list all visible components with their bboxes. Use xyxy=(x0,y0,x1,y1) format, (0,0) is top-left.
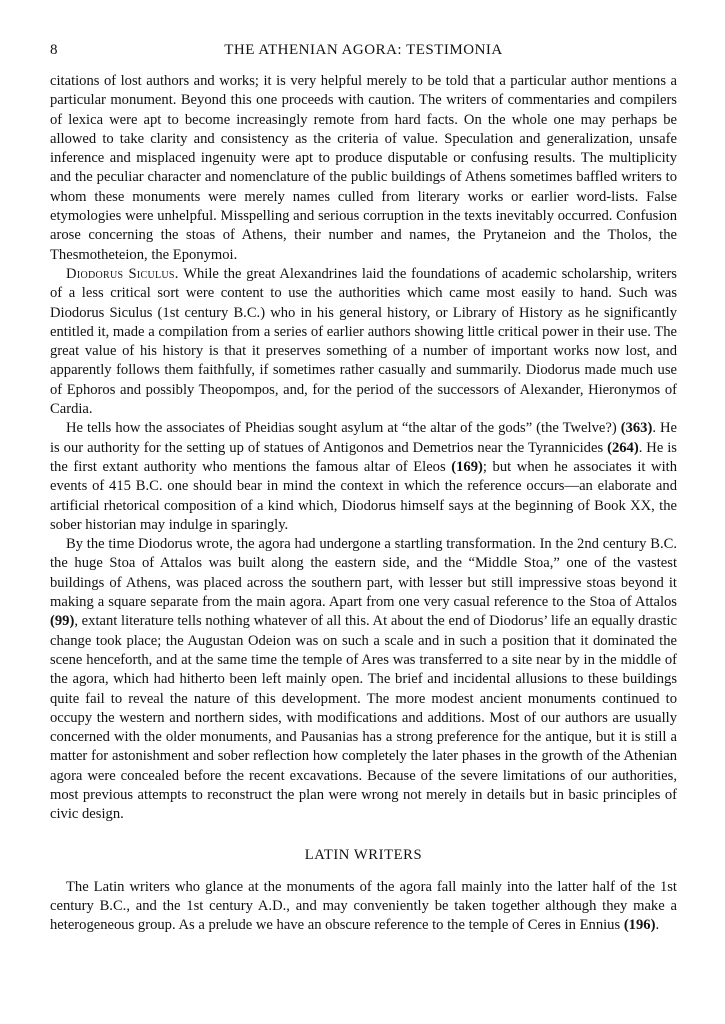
testimonium-reference: (99) xyxy=(50,613,75,630)
paragraph-text: By the time Diodorus wrote, the agora had undergone a startling transformation. In the 2nd century B.C. the huge Stoa of Attalos was built along the eastern side, and the “Middle Stoa,” one of the vastest buildings of Athens, was placed across the southern part, with lesser but still impressive stoas beyond it making a square separate from the main agora. Apart from one very casual reference to the Stoa of Attalos xyxy=(50,536,677,611)
body-text xyxy=(50,72,677,935)
testimonium-reference: (169) xyxy=(451,458,483,475)
paragraph-text: . He is the first extant authority who mentions the famous altar of Eleos xyxy=(50,439,677,475)
paragraph-text: ; but when he associates it with events of 415 B.C. one should bear in mind the context in which the reference occurs—an elaborate and artificial rhetorical composition of a kind which, Diodorus himself says at the beginning of Book XX, the sober historian may indulge in sparingly. xyxy=(50,458,677,533)
running-title: THE ATHENIAN AGORA: TESTIMONIA xyxy=(224,42,503,58)
paragraph-text: . He is our authority for the setting up of statues of Antigonos and Demetrios near the Tyrannicides xyxy=(50,420,677,456)
section-heading: LATIN WRITERS xyxy=(304,846,423,863)
page-number: 8 xyxy=(50,42,58,58)
paragraph-transformation xyxy=(50,535,677,824)
testimonium-reference: (196) xyxy=(623,917,656,934)
paragraph-text: The Latin writers who glance at the monuments of the agora fall mainly into the latter half of the 1st century B.C., and the 1st century A.D., and may conveniently be taken together although they make a heterogeneous group. As a prelude we have an obscure reference to the temple of Ceres in Ennius xyxy=(50,878,677,934)
paragraph-text: citations of lost authors and works; it is very helpful merely to be told that a particular author mentions a particular monument. Beyond this one proceeds with caution. The writers of commentaries and compilers of lexica were apt to become increasingly remote from hard facts. On the whole one may perhaps be allowed to take clarity and consistency as the criteria of value. Speculation and generalization, unsafe inference and misplaced ingenuity were apt to produce disputable or confusing results. The multiplicity and the peculiar character and nomenclature of the public buildings of Athens sometimes baffled writers to whom these monuments were merely names culled from literary works or earlier word-lists. False etymologies were unhelpful. Misspelling and serious corruption in the texts inevitably occurred. Confusion arose concerning the stoas of Athens, their number and names, the Prytaneion and the Tholos, the Thesmotheteion, the Eponymoi. xyxy=(50,73,677,263)
testimonium-reference: (264) xyxy=(607,439,639,456)
testimonium-reference: (363) xyxy=(620,420,653,437)
paragraph-text: While the great Alexandrines laid the foundations of academic scholarship, writers of a less critical sort were content to use the authorities which came most easily to hand. Such was Diodorus Siculus (1st century B.C.) who in his general history, or Library of History as he significantly entitled it, made a compilation from a series of earlier authors showing little critical power in their use. The great value of his history is that it preserves something of a number of important works now lost, and apparently follows them faithfully, if sometimes rather casually and summarily. Diodorus made much use of Ephoros and possibly Theopompos, and, for the period of the successors of Alexander, Hieronymos of Cardia. xyxy=(50,265,677,418)
paragraph-diodorus xyxy=(50,265,677,419)
running-head xyxy=(50,42,677,66)
paragraph-lead-in: Diodorus Siculus. xyxy=(66,265,179,282)
paragraph-references xyxy=(50,419,677,535)
paragraph-continuation xyxy=(50,72,677,265)
paragraph-latin-writers xyxy=(50,878,677,936)
paragraph-text: He tells how the associates of Pheidias sought asylum at “the altar of the gods” (the Twelve?) xyxy=(66,420,621,437)
paragraph-text: , extant literature tells nothing whatever of all this. At about the end of Diodorus’ life an equally drastic change took place; the Augustan Odeion was on such a scale and in such a position that it dominated the scene henceforth, and at the same time the temple of Ares was transferred to a site near by in the middle of the agora, which had hitherto been left mainly open. The brief and incidental allusions to these buildings quite fail to reveal the nature of this development. The more modest ancient monuments continued to occupy the western and northern sides, with modifications and additions. Most of our authors are usually concerned with the older monuments, and Pausanias has a strong preference for the antique, but it is still a matter for astonishment and sober reflection how completely the later phases in the growth of the Athenian agora were concealed before the recent excavations. Because of the severe limitations of our authorities, most previous attempts to reconstruct the plan were wrong not merely in details but in basic principles of civic design. xyxy=(50,613,677,823)
paragraph-text: . xyxy=(655,917,660,934)
